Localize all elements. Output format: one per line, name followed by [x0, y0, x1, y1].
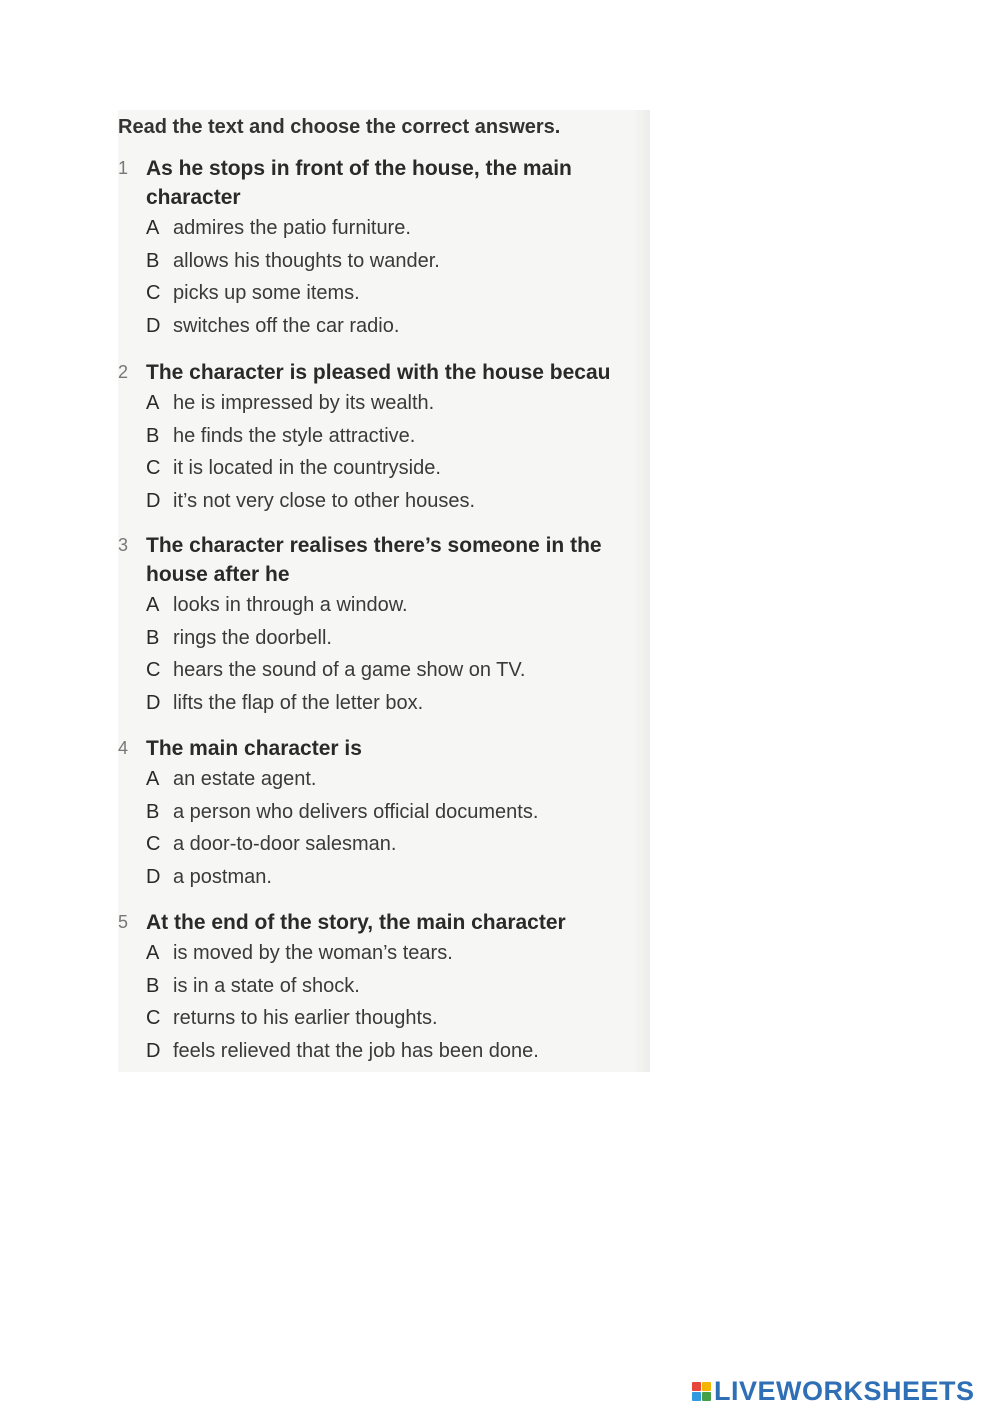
option-letter: D [146, 314, 161, 337]
option-d[interactable] [146, 1035, 650, 1068]
option-text: looks in through a window. [173, 594, 408, 616]
option-text: an estate agent. [173, 768, 317, 790]
option-letter: C [146, 1007, 161, 1029]
question-text: As he stops in front of the house, the main character [146, 157, 572, 209]
option-d[interactable] [146, 485, 650, 518]
option-letter: C [146, 833, 161, 855]
instruction-heading: Read the text and choose the correct answers. [118, 116, 561, 138]
option-d[interactable] [146, 861, 650, 894]
option-a[interactable] [146, 937, 650, 970]
option-text: is in a state of shock. [173, 974, 360, 997]
option-text: a person who delivers official documents. [173, 800, 539, 823]
option-d[interactable] [146, 310, 650, 343]
question-stem [118, 734, 650, 763]
question-3 [118, 531, 650, 719]
option-text: feels relieved that the job has been done. [173, 1039, 539, 1062]
option-text: lifts the flap of the letter box. [173, 691, 424, 714]
question-4 [118, 734, 650, 893]
question-text: The character is pleased with the house becau [146, 361, 611, 384]
option-d[interactable] [146, 687, 650, 720]
question-text: The main character is [146, 737, 362, 760]
option-letter: A [146, 392, 160, 414]
options-list [118, 589, 650, 719]
logo-square-red [692, 1382, 701, 1391]
question-number: 2 [118, 362, 129, 382]
option-text: picks up some items. [173, 282, 360, 304]
option-letter: D [146, 489, 161, 512]
option-text: he is impressed by its wealth. [173, 392, 435, 414]
option-text: it’s not very close to other houses. [173, 489, 476, 512]
option-c[interactable] [146, 1002, 650, 1035]
option-a[interactable] [146, 763, 650, 796]
option-text: rings the doorbell. [173, 626, 332, 649]
option-letter: B [146, 424, 160, 447]
option-letter: C [146, 282, 161, 304]
option-b[interactable] [146, 970, 650, 1003]
options-list [118, 387, 650, 517]
option-letter: B [146, 800, 160, 823]
option-c[interactable] [146, 277, 650, 310]
option-text: hears the sound of a game show on TV. [173, 659, 526, 681]
logo-text: LIVEWORKSHEETS [714, 1375, 975, 1406]
option-text: allows his thoughts to wander. [173, 249, 440, 272]
option-c[interactable] [146, 452, 650, 485]
question-stem [118, 154, 650, 212]
options-list [118, 763, 650, 893]
option-letter: A [146, 942, 160, 964]
option-letter: B [146, 249, 160, 272]
option-letter: A [146, 594, 160, 616]
option-letter: A [146, 217, 160, 239]
option-letter: B [146, 626, 160, 649]
option-letter: D [146, 691, 161, 714]
options-list [118, 937, 650, 1067]
question-number: 5 [118, 912, 129, 932]
question-number: 3 [118, 535, 129, 555]
option-text: switches off the car radio. [173, 314, 400, 337]
question-1 [118, 154, 650, 342]
question-stem [118, 908, 650, 937]
option-letter: A [146, 768, 160, 790]
option-a[interactable] [146, 212, 650, 245]
logo-square-blue [692, 1392, 701, 1401]
option-a[interactable] [146, 589, 650, 622]
question-text: At the end of the story, the main character [146, 911, 566, 934]
option-letter: D [146, 865, 161, 888]
option-text: a door-to-door salesman. [173, 833, 397, 855]
scanned-worksheet [118, 110, 650, 1072]
option-text: it is located in the countryside. [173, 457, 441, 479]
option-letter: D [146, 1039, 161, 1062]
option-b[interactable] [146, 622, 650, 655]
option-text: returns to his earlier thoughts. [173, 1007, 438, 1029]
logo-square-yellow [702, 1382, 711, 1391]
question-stem [118, 358, 650, 387]
option-letter: C [146, 659, 161, 681]
option-text: admires the patio furniture. [173, 217, 411, 239]
question-number: 4 [118, 738, 129, 758]
option-letter: B [146, 974, 160, 997]
question-5 [118, 908, 650, 1067]
option-text: a postman. [173, 865, 272, 888]
options-list [118, 212, 650, 342]
liveworksheets-logo[interactable] [692, 1376, 975, 1406]
option-text: he finds the style attractive. [173, 424, 416, 447]
option-letter: C [146, 457, 161, 479]
question-stem [118, 531, 650, 589]
liveworksheets-logo-icon [692, 1382, 711, 1401]
question-text: The character realises there’s someone in the house after he [146, 534, 602, 586]
question-number: 1 [118, 158, 129, 178]
option-b[interactable] [146, 420, 650, 453]
option-c[interactable] [146, 828, 650, 861]
logo-square-green [702, 1392, 711, 1401]
option-a[interactable] [146, 387, 650, 420]
option-b[interactable] [146, 796, 650, 829]
question-2 [118, 358, 650, 517]
option-c[interactable] [146, 654, 650, 687]
option-b[interactable] [146, 245, 650, 278]
option-text: is moved by the woman’s tears. [173, 942, 453, 964]
